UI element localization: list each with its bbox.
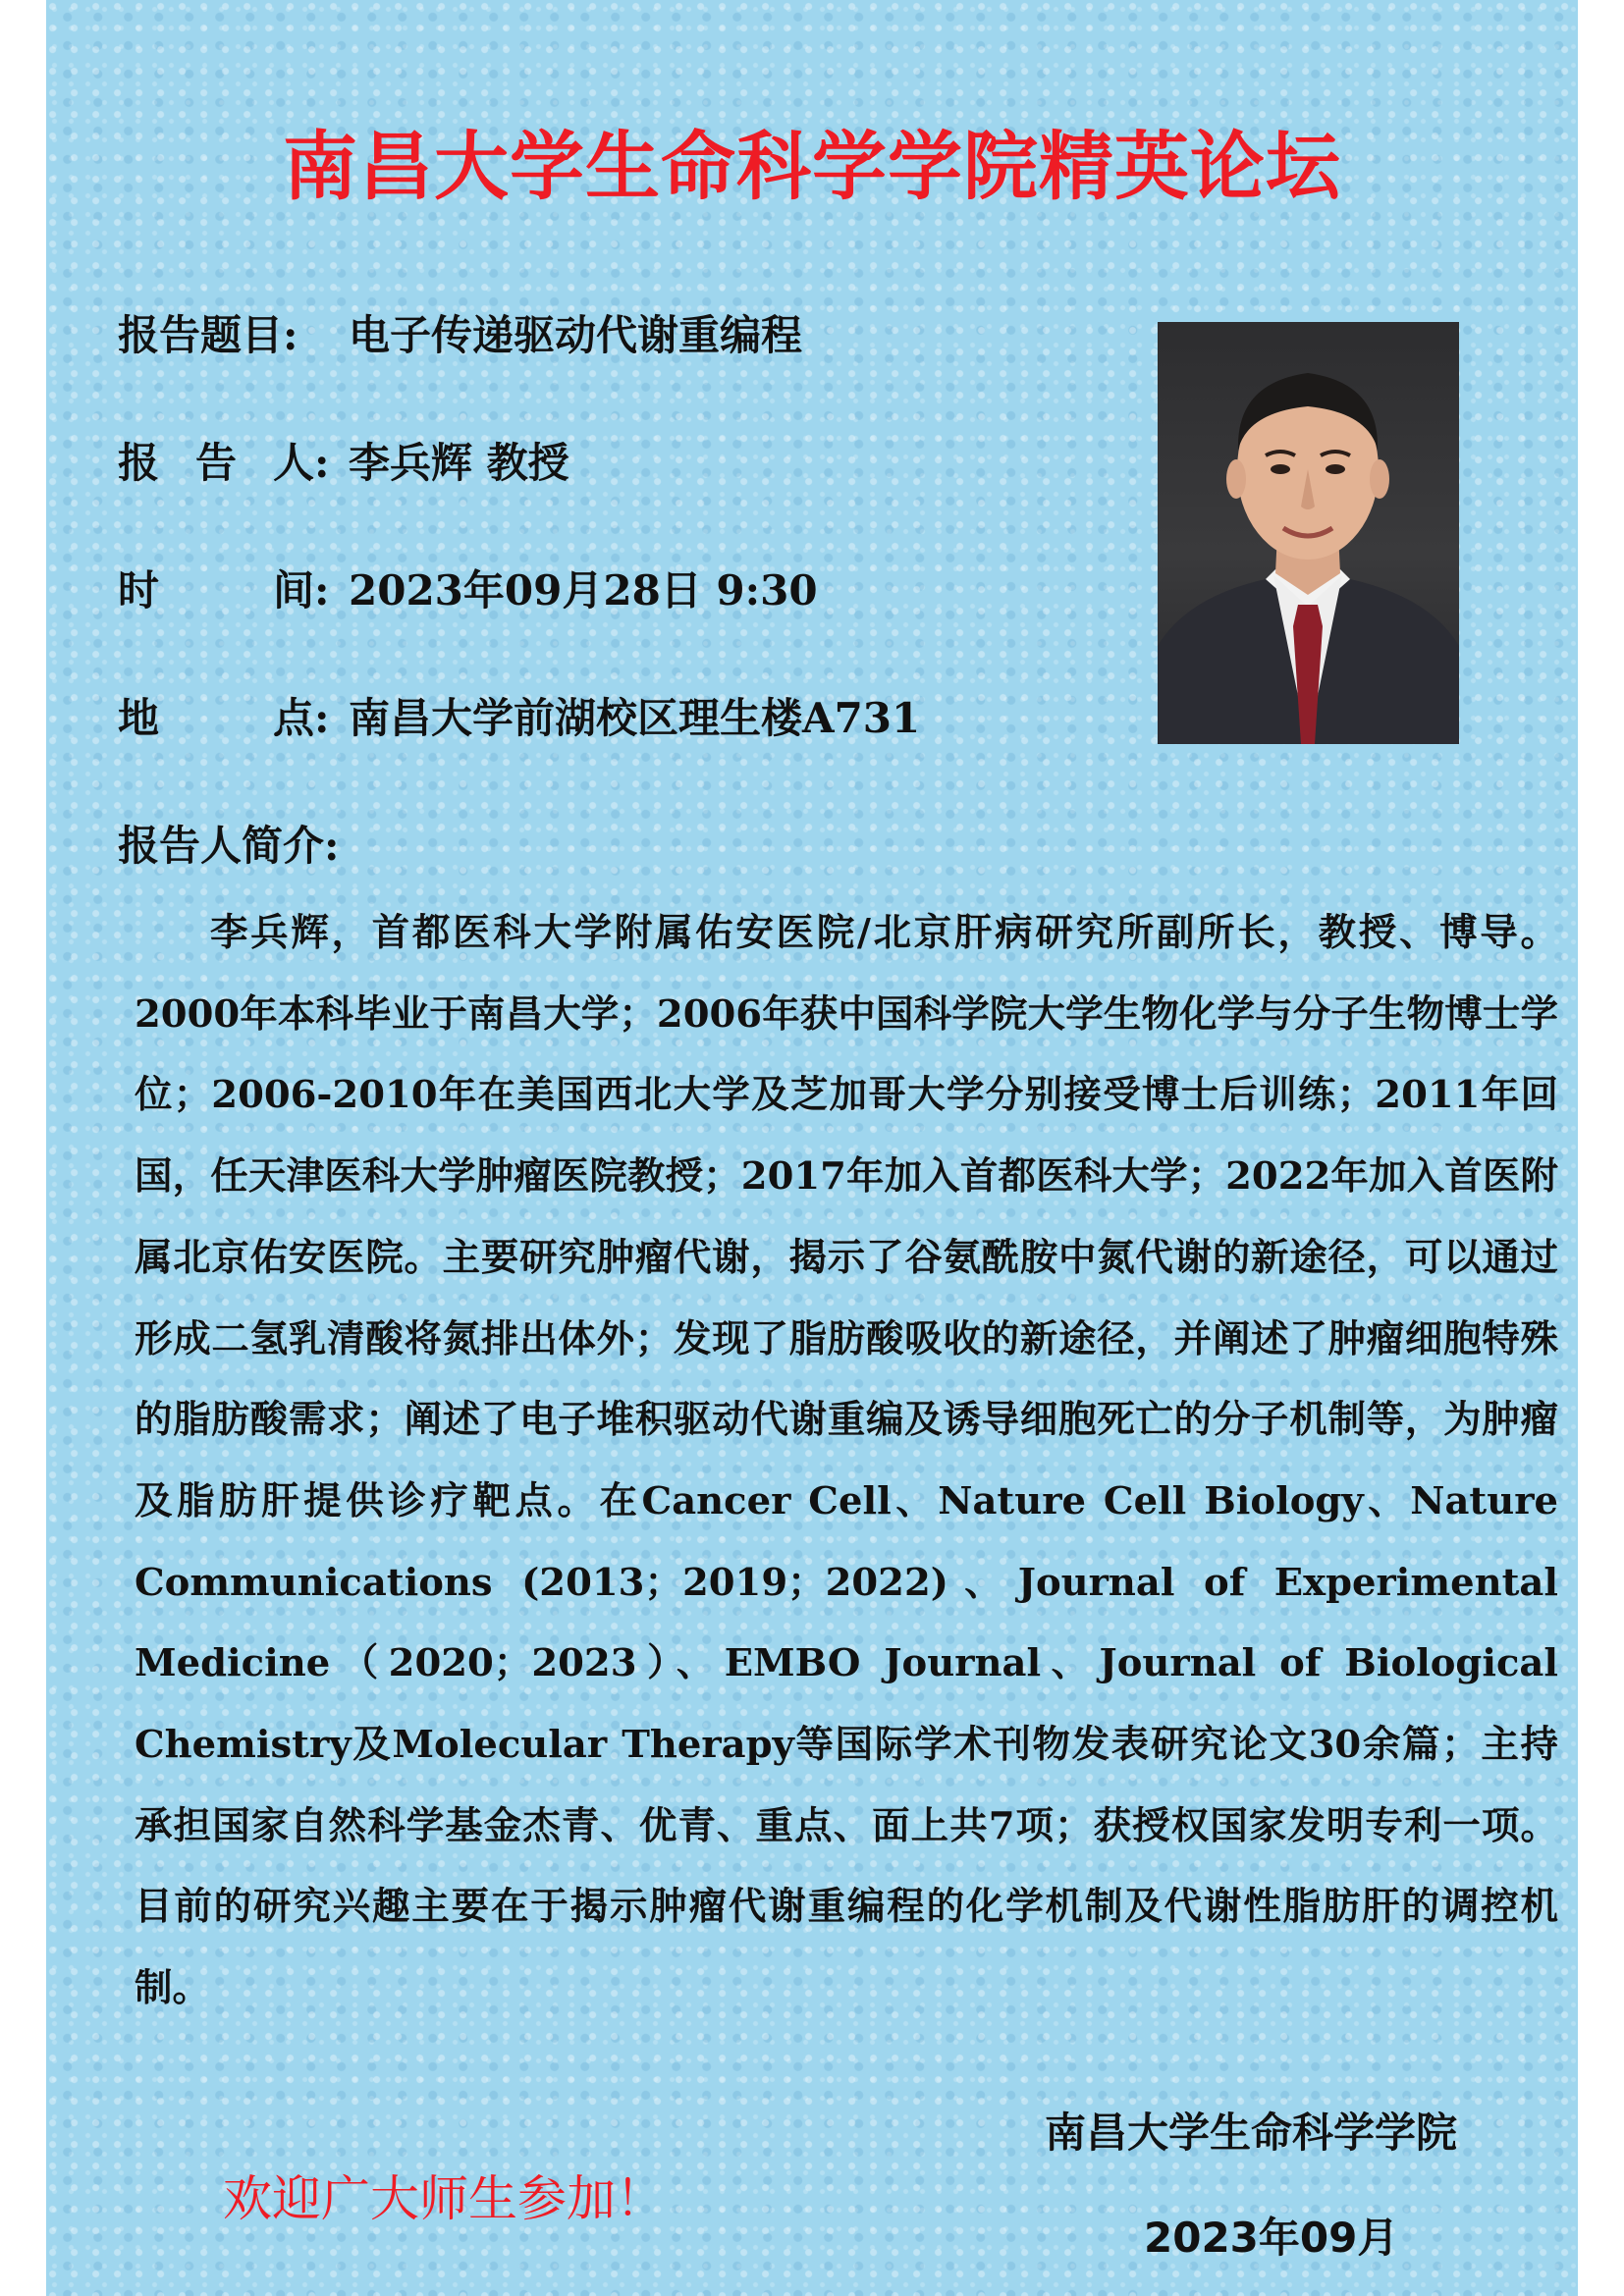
forum-title: 南昌大学生命科学学院精英论坛 (283, 123, 1341, 210)
time-label: 时 间 : (118, 566, 330, 614)
info-row-topic (118, 306, 802, 365)
place-label: 地 点 : (118, 694, 330, 742)
topic-value: 电子传递驱动代谢重编程 (349, 311, 803, 359)
organization-signature: 南昌大学生命科学学院 (1044, 2109, 1457, 2157)
portrait-illustration (1158, 322, 1459, 744)
speaker-label: 报 告 人 : (118, 439, 330, 487)
info-row-time (118, 561, 818, 620)
speaker-photo (1158, 322, 1459, 744)
info-row-speaker (118, 434, 569, 493)
speaker-value: 李兵辉 教授 (349, 439, 569, 487)
info-row-place (118, 689, 920, 748)
bio-paragraph: 李兵辉，首都医科大学附属佑安医院/北京肝病研究所副所长，教授、博导。2000年本科毕业于南昌大学；2006年获中国科学院大学生物化学与分子生物博士学位；2006-2010年在美国西北大学及芝加哥大学分别接受博士后训练；2011年回国，任天津医科大学肿瘤医院教授；2017年加入首都医科大学；2022年加入首医附属北京佑安医院。主要研究肿瘤代谢，揭示了谷氨酰胺中氮代谢的新途径，可以通过形成二氢乳清酸将氮排出体外；发现了脂肪酸吸收的新途径，并阐述了肿瘤细胞特殊的脂肪酸需求；阐述了电子堆积驱动代谢重编及诱导细胞死亡的分子机制等，为肿瘤及脂肪肝提供诊疗靶点。在Cancer Cell、Nature Cell Biology、Nature Communications (2013；2019；2022)、Journal of Experimental Medicine（2020；2023）、EMBO Journal、Journal of Biological Chemistry及Molecular Therapy等国际学术刊物发表研究论文30余篇；主持承担国家自然科学基金杰青、优青、重点、面上共7项；获授权国家发明专利一项。目前的研究兴趣主要在于揭示肿瘤代谢重编程的化学机制及代谢性脂肪肝的调控机制。 (135, 911, 1558, 2011)
bio-heading: 报告人简介: (118, 822, 340, 870)
time-value: 2023年09月28日 9:30 (349, 566, 818, 614)
poster-background (46, 0, 1578, 2296)
place-value: 南昌大学前湖校区理生楼A731 (349, 694, 921, 742)
topic-label: 报告题目: (118, 311, 298, 359)
welcome-message: 欢迎广大师生参加！ (223, 2170, 665, 2227)
poster-date: 2023年09月 (1144, 2214, 1399, 2262)
